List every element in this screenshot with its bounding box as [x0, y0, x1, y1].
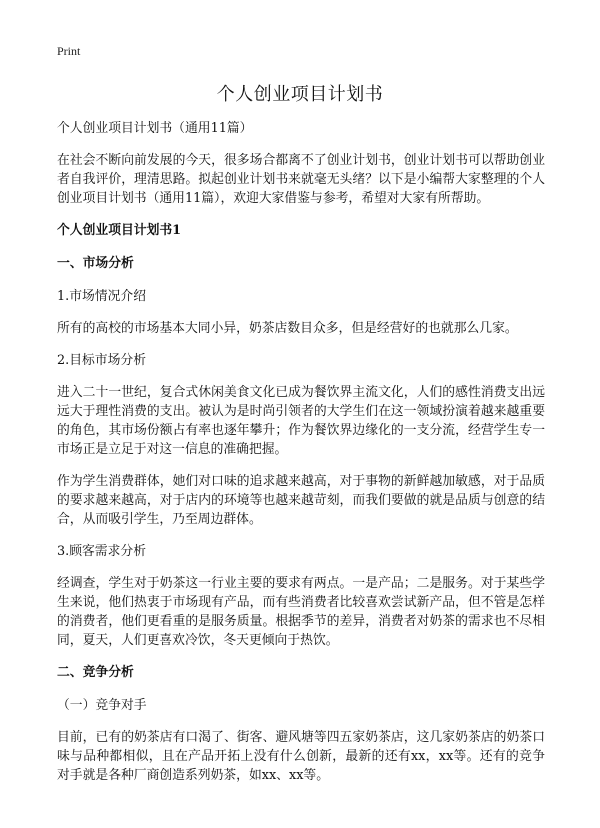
customer-demand-text: 经调查，学生对于奶茶这一行业主要的要求有两点。一是产品；二是服务。对于某些学生来说，他们热衷于市场现有产品，而有些消费者比较喜欢尝试新产品，但不管是怎样的消费者，他们更看重的是服务质量。根据季节的差异，消费者对奶茶的需求也不尽相同，夏天，人们更喜欢冷饮，冬天更倾向于热饮。 — [57, 576, 545, 648]
competitors-heading: （一）竞争对手 — [57, 698, 147, 713]
target-market-text-1: 进入二十一世纪，复合式休闲美食文化已成为餐饮界主流文化，人们的感性消费支出远远大于理性消费的支出。被认为是时尚引领者的大学生们在这一领域扮演着越来越重要的角色，其市场份额占有率也逐年攀升；作为餐饮界边缘化的一支分流，经营学生专一市场正是立足于对这一信息的准确把握。 — [57, 385, 545, 457]
customer-demand-heading: 3.顾客需求分析 — [57, 544, 146, 559]
document-subtitle: 个人创业项目计划书（通用11篇） — [57, 121, 253, 136]
print-link[interactable]: Print — [57, 44, 81, 58]
target-market-heading: 2.目标市场分析 — [57, 353, 146, 368]
document-body — [57, 119, 545, 798]
competition-analysis-heading: 二、竞争分析 — [57, 665, 134, 680]
market-analysis-heading: 一、市场分析 — [57, 256, 134, 271]
document-title: 个人创业项目计划书 — [216, 84, 384, 105]
target-market-text-2: 作为学生消费群体，她们对口味的追求越来越高，对于事物的新鲜越加敏感，对于品质的要求越来越高，对于店内的环境等也越来越苛刻，而我们要做的就是品质与创意的结合，从而吸引学生，乃至周边群体。 — [57, 474, 545, 527]
market-situation-text: 所有的高校的市场基本大同小异，奶茶店数目众多，但是经营好的也就那么几家。 — [57, 321, 518, 336]
competitors-text: 目前，已有的奶茶店有口渴了、街客、避风塘等四五家奶茶店，这几家奶茶店的奶茶口味与品种都相似，且在产品开拓上没有什么创新，最新的还有xx，xx等。还有的竞争对手就是各种厂商创造系列奶茶，如xx、xx等。 — [57, 730, 545, 783]
market-situation-heading: 1.市场情况介绍 — [57, 289, 146, 304]
intro-paragraph: 在社会不断向前发展的今天，很多场合都离不了创业计划书，创业计划书可以帮助创业者自我评价，理清思路。拟起创业计划书来就毫无头绪？以下是小编帮大家整理的个人创业项目计划书（通用11篇），欢迎大家借鉴与参考，希望对大家有所帮助。 — [57, 153, 545, 206]
section-title: 个人创业项目计划书1 — [57, 223, 182, 238]
